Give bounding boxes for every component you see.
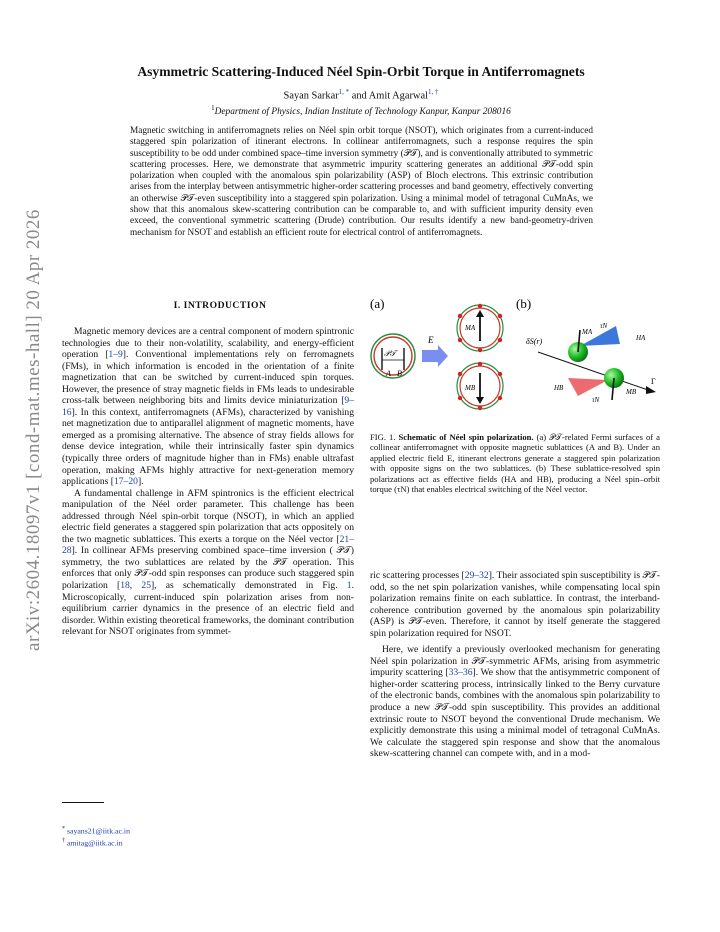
caption-text: (a) 𝒫𝒯-related Fermi surfaces of a collinear antiferromagnet with opposite magnetic sublattices (A and B). Under an applied electric field E, itinerant electrons generate a staggered spin polarization with opposite signs on the two sublattices. (b) These sublattice-resolved spin polarizations act as effective fields (HA and HB), producing a Néel spin–orbit torque (τN) that enables electrical switching of the Néel vector. <box>370 432 660 495</box>
panel-b-label: (b) <box>516 296 532 311</box>
sublattice-b-fermi-surface <box>457 362 503 410</box>
hb-label: HB <box>554 384 564 392</box>
text-run: ]. Conventional implementations rely on ferromagnets (FMs), in which information is encoded in the orientation of a finite magnetization that can be switched by current-induced spin torques. However, the presence of stray magnetic fields in FMs leads to undesirable cross-talk between neighboring bits and limits device miniaturization [ <box>62 349 354 407</box>
tau-n-label-bottom: τN <box>592 396 600 404</box>
affiliation-mark: 1 <box>211 104 215 112</box>
footnote-2 <box>62 838 123 848</box>
section-heading: I. INTRODUCTION <box>173 300 267 311</box>
author-2: Amit Agarwal <box>368 90 428 102</box>
field-arrow <box>422 345 448 367</box>
author-and: and <box>349 90 369 102</box>
figure-1-schematic <box>368 286 664 426</box>
text-run: Magnetic memory devices are a central component of modern spintronic technologies due to their non-volatility, scalability, and energy-efficient operation [ <box>62 326 354 361</box>
tau-n-label-top: τN <box>600 322 608 330</box>
left-paragraph-2 <box>62 488 354 638</box>
citation-link[interactable]: 1–9 <box>108 349 123 361</box>
ma-label: MA <box>465 324 476 332</box>
footnote-mark-1: * <box>62 826 65 832</box>
right-paragraph-1 <box>370 570 660 639</box>
right-paragraph-2 <box>370 644 660 759</box>
left-paragraph-1 <box>62 326 354 488</box>
author-2-marks[interactable]: 1, † <box>427 88 439 96</box>
citation-link[interactable]: 33–36 <box>448 667 473 679</box>
mb-label-b: MB <box>626 388 637 396</box>
text-run: ]. <box>137 476 144 488</box>
citation-link[interactable]: 17–20 <box>113 476 138 488</box>
text-run: . Microscopically, current-induced spin polarization arises from non-equilibrium carrier dynamics in the presence of an electric field and disorder. Within existing theoretical frameworks, the dominant contribution relevant for NSOT originates from symmet- <box>62 580 354 638</box>
text-run: ]. In this context, antiferromagnets (AFMs), characterized by vanishing net magnetization due to antiparallel alignment of magnetic moments, have emerged as a promising alternative. The absence of stray fields allows for dense device integration, while their intrinsically faster spin dynamics (typically three orders of magnitude higher than in FMs) enable ultrafast operation, making AFMs highly attractive for next-generation memory applications [ <box>62 406 354 488</box>
author-1-marks[interactable]: 1, * <box>338 88 350 96</box>
text-run: ]. We show that the antisymmetric component of higher-order scattering process, intrinsically linked to the Berry curvature of the electronic bands, combines with the anomalous spin polarizability to produce a new 𝒫𝒯-odd spin susceptibility. This provides an additional extrinsic route to NSOT beyond the conventional Drude mechanism. We explicitly demonstrate this using a minimal model of tetragonal CuMnAs. We calculate the staggered spin response and show that the anomalous skew-scattering channel can compete with, and in a mod- <box>370 667 660 760</box>
email-link-2[interactable]: amitag@iitk.ac.in <box>66 838 123 848</box>
text-run: A fundamental challenge in AFM spintronics is the efficient electrical manipulation of the Néel order parameter. This challenge has been addressed through Néel spin-orbit torque (NSOT), in which an applied electric field generates a staggered spin polarization that acts oppositely on the two magnetic sublattices. This exerts a torque on the Néel vector [ <box>62 487 354 545</box>
email-link-1[interactable]: sayans21@iitk.ac.in <box>66 826 130 836</box>
figure-1 <box>368 286 664 426</box>
affiliation <box>70 104 652 117</box>
right-column <box>370 570 660 760</box>
paper-title: Asymmetric Scattering-Induced Néel Spin-Orbit Torque in Antiferromagnets <box>137 64 585 79</box>
mb-label: MB <box>465 384 476 392</box>
text-run: ]. Their associated spin susceptibility is 𝒫𝒯-odd, so the net spin polarization vanishes, while compensating local spin polarization remains finite on each sublattice. In contrast, the interband-coherence contribution governed by the anomalous spin polarizability (ASP) is 𝒫𝒯-even. Therefore, it cannot by itself generate the staggered spin polarization required for NSOT. <box>370 570 660 639</box>
text-run: ]. In collinear AFMs preserving combined space–time inversion ( 𝒫𝒯) symmetry, the two sublattices are related by the 𝒫𝒯 operation. This enforces that only 𝒫𝒯-odd spin responses can produce such staggered spin polarization [ <box>62 545 354 592</box>
sublattice-a-fermi-surface <box>457 304 503 352</box>
ha-label: HA <box>636 334 646 342</box>
sublattice-a-label: A <box>386 369 391 378</box>
axis-arrowhead <box>646 386 656 394</box>
figure-link[interactable]: 1 <box>346 580 352 592</box>
footnote-mark-2: † <box>62 838 65 844</box>
text-run: , <box>129 580 142 592</box>
citation-link[interactable]: 21–28 <box>62 533 354 557</box>
arxiv-id: arXiv:2604.18097v1 [cond-mat.mes-hall] 20 Apr 2026 <box>23 209 44 651</box>
delta-s-label: δS(r) <box>526 337 543 346</box>
author-line <box>70 88 652 101</box>
author-1: Sayan Sarkar <box>283 90 339 102</box>
footnote-1 <box>62 826 130 836</box>
citation-link[interactable]: 9–16 <box>62 395 354 418</box>
abstract: Magnetic switching in antiferromagnets relies on Néel spin orbit torque (NSOT), which originates from a current-induced staggered spin polarization of itinerant electrons. In collinear antiferromagnets, such a response requires the spin susceptibility to be odd under combined space–time inversion symmetry (𝒫𝒯), and is conventionally attributed to symmetric scattering processes. Here, we demonstrate that asymmetric impurity scattering generates an additional 𝒫𝒯-odd spin polarization when coupled with the anomalous spin polarizability (ASP) of Bloch electrons. This extrinsic contribution arises from the interplay between antisymmetric higher-order scattering processes and band geometry, effectively converting an otherwise 𝒫𝒯-even susceptibility into a staggered spin polarization. Using a minimal model of tetragonal CuMnAs, we show that this anomalous skew-scattering contribution can be comparable to, and with sufficient impurity density even exceed, the conventional symmetric scattering (Drude) contribution. Our results identify a new band-geometry-driven mechanism for NSOT and establish an efficient route for electrical control of antiferromagnets. <box>130 126 593 238</box>
caption-title: Schematic of Néel spin polarization. <box>398 432 534 442</box>
caption-label: FIG. 1. <box>370 432 399 442</box>
ma-label-b: MA <box>582 328 593 336</box>
panel-a-label: (a) <box>370 296 385 311</box>
arxiv-sidebar <box>22 200 46 660</box>
text-run: Here, we identify a previously overlooked mechanism for generating Néel spin polarization in 𝒫𝒯-symmetric AFMs, arising from asymmetric impurity scattering [ <box>370 644 660 679</box>
citation-link[interactable]: 18 <box>120 580 130 592</box>
text-run: ric scattering processes [ <box>370 570 465 581</box>
figure-1-caption <box>370 432 660 494</box>
pt-label: 𝒫𝒯 <box>384 349 396 358</box>
text-run: ], as schematically demonstrated in Fig. <box>150 580 347 592</box>
citation-link[interactable]: 29–32 <box>464 570 489 581</box>
sublattice-b-label: B <box>397 369 402 378</box>
footnote-rule <box>62 802 104 803</box>
left-column <box>62 326 354 638</box>
affiliation-text: Department of Physics, Indian Institute of Technology Kanpur, Kanpur 208016 <box>214 107 511 118</box>
field-label: E <box>428 335 434 345</box>
citation-link[interactable]: 25 <box>141 580 151 592</box>
gamma-label: Γ <box>651 377 656 386</box>
red-spin-lobe <box>568 378 608 396</box>
